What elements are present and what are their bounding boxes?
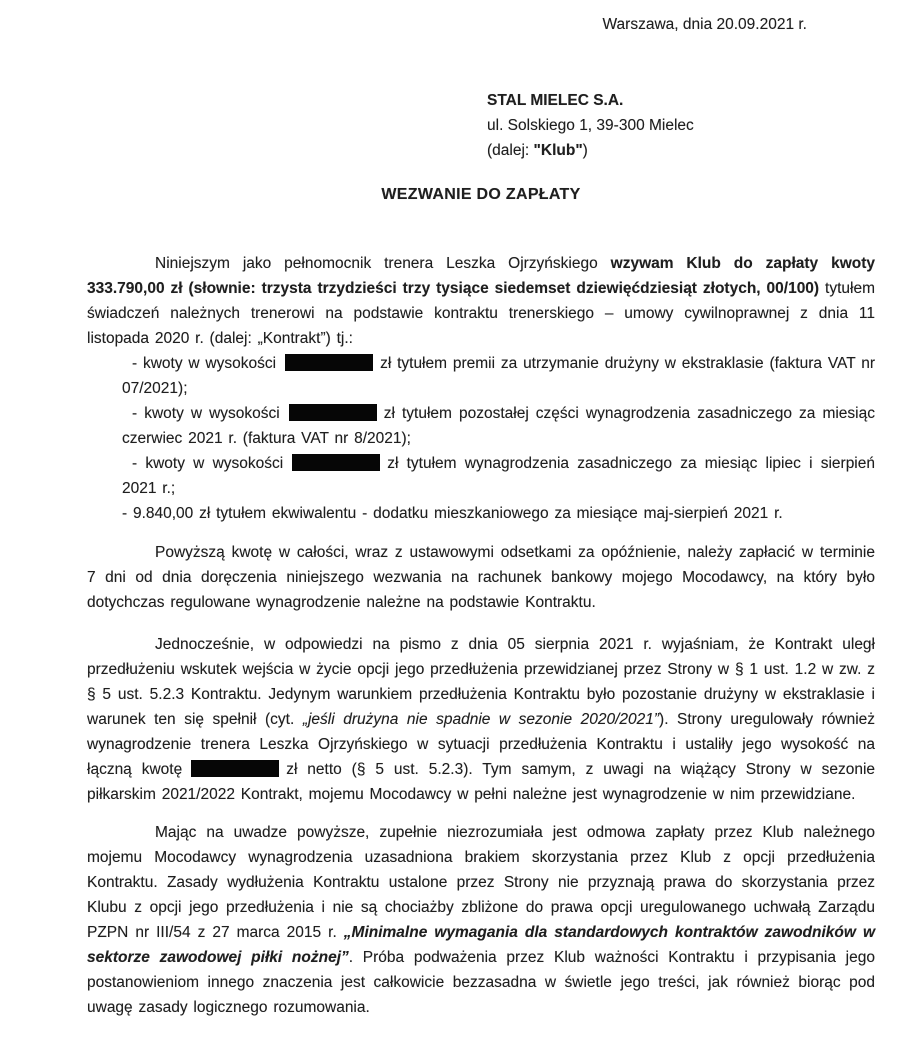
date-line: Warszawa, dnia 20.09.2021 r. <box>602 16 807 33</box>
recipient-alias <box>487 138 875 163</box>
recipient-alias-suffix: ) <box>582 142 588 159</box>
intro-text-1: Niniejszym jako pełnomocnik trenera Leszka Ojrzyńskiego <box>155 255 611 272</box>
claim-text-after: zł tytułem premii za utrzymanie drużyny w ekstraklasie (faktura VAT nr 07/2021); <box>122 355 875 397</box>
intro-text-2: tytułem świadczeń należnych trenerowi na podstawie kontraktu trenerskiego – umowy cywilnoprawnej z dnia 11 listopada 2020 r. (dalej: „Kontrakt”) tj.: <box>87 280 875 347</box>
conclusion-text-1: Mając na uwadze powyższe, zupełnie niezrozumiała jest odmowa zapłaty przez Klub należnego mojemu Mocodawcy wynagrodzenia uzasadniona brakiem skorzystania przez Klub z opcji przedłużenia Kontraktu. Zasady wydłużenia Kontraktu ustalone przez Strony nie przyznają prawa do skorzystania przez Klubu z opcji jego przedłużenia i nie są chociażby zbliżone do prawa opcji uregulowanego uchwałą Zarządu PZPN nr III/54 z 27 marca 2015 r. <box>87 824 875 941</box>
extension-quote: „jeśli drużyna nie spadnie w sezonie 2020/2021” <box>302 711 660 728</box>
conclusion-quote: „Minimalne wymagania dla standardowych kontraktów zawodników w sektorze zawodowej piłki nożnej” <box>87 924 876 966</box>
redacted-amount <box>191 760 279 777</box>
claim-text-after: zł tytułem wynagrodzenia zasadniczego za miesiąc lipiec i sierpień 2021 r.; <box>122 455 875 497</box>
redacted-amount <box>292 454 380 471</box>
conclusion-text-2: . Próba podważenia przez Klub ważności Kontraktu i przypisania jego postanowieniom innego znaczenia jest całkowicie bezzasadna w świetle jego treści, jak również biorąc pod uwagę zasady logicznego rozumowania. <box>87 949 875 1016</box>
claim-item-june-salary <box>122 401 875 451</box>
recipient-alias-prefix: (dalej: <box>487 142 534 159</box>
claims-list <box>87 351 875 526</box>
claim-item-housing-allowance: - 9.840,00 zł tytułem ekwiwalentu - dodatku mieszkaniowego za miesiące maj-sierpień 2021 r. <box>122 505 783 522</box>
paragraph-contract-extension <box>87 632 875 807</box>
extension-text-1: Jednocześnie, w odpowiedzi na pismo z dnia 05 sierpnia 2021 r. wyjaśniam, że Kontrakt uległ przedłużeniu wskutek wejścia w życie opcji jego przedłużenia przewidzianej przez Strony w § 1 ust. 1.2 w zw. z § 5 ust. 5.2.3 Kontraktu. Jedynym warunkiem przedłużenia Kontraktu było pozostanie drużyny w ekstraklasie i warunek ten się spełnił (cyt. <box>87 636 875 728</box>
document-title: WEZWANIE DO ZAPŁATY <box>381 186 581 203</box>
paragraph-intro <box>87 251 875 351</box>
claim-text-before: - kwoty w wysokości <box>132 355 277 372</box>
extension-text-2: ). Strony uregulowały również wynagrodzenie trenera Leszka Ojrzyńskiego w sytuacji przedłużenia Kontraktu i ustaliły jego wysokość na łączną kwotę <box>87 711 876 778</box>
claim-item-july-august-salary <box>122 451 875 501</box>
recipient-address: ul. Solskiego 1, 39-300 Mielec <box>487 117 694 134</box>
paragraph-payment-terms: Powyższą kwotę w całości, wraz z ustawowymi odsetkami za opóźnienie, należy zapłacić w terminie 7 dni od dnia doręczenia niniejszego wezwania na rachunek bankowy mojego Mocodawcy, na który było dotychczas regulowane wynagrodzenie należne na podstawie Kontraktu. <box>87 544 875 611</box>
paragraph-conclusion <box>87 820 875 1020</box>
intro-amount-bold: wzywam Klub do zapłaty kwoty 333.790,00 zł (słownie: trzysta trzydzieści trzy tysiące siedemset dziewięćdziesiąt złotych, 00/100) <box>87 255 875 297</box>
recipient-block <box>487 88 875 163</box>
document-body <box>87 88 875 1020</box>
recipient-alias-name: "Klub" <box>533 142 583 159</box>
claim-item-bonus <box>122 351 875 401</box>
claim-text-before: - kwoty w wysokości <box>132 405 280 422</box>
claim-text-before: - kwoty w wysokości <box>132 455 284 472</box>
redacted-amount <box>289 404 377 421</box>
recipient-name: STAL MIELEC S.A. <box>487 92 624 109</box>
redacted-amount <box>285 354 373 371</box>
claim-text-after: zł tytułem pozostałej części wynagrodzenia zasadniczego za miesiąc czerwiec 2021 r. (faktura VAT nr 8/2021); <box>122 405 875 447</box>
extension-text-3: zł netto (§ 5 ust. 5.2.3). Tym samym, z uwagi na wiążący Strony w sezonie piłkarskim 2021/2022 Kontrakt, mojemu Mocodawcy w pełni należne jest wynagrodzenie w nim przewidziane. <box>87 761 876 803</box>
